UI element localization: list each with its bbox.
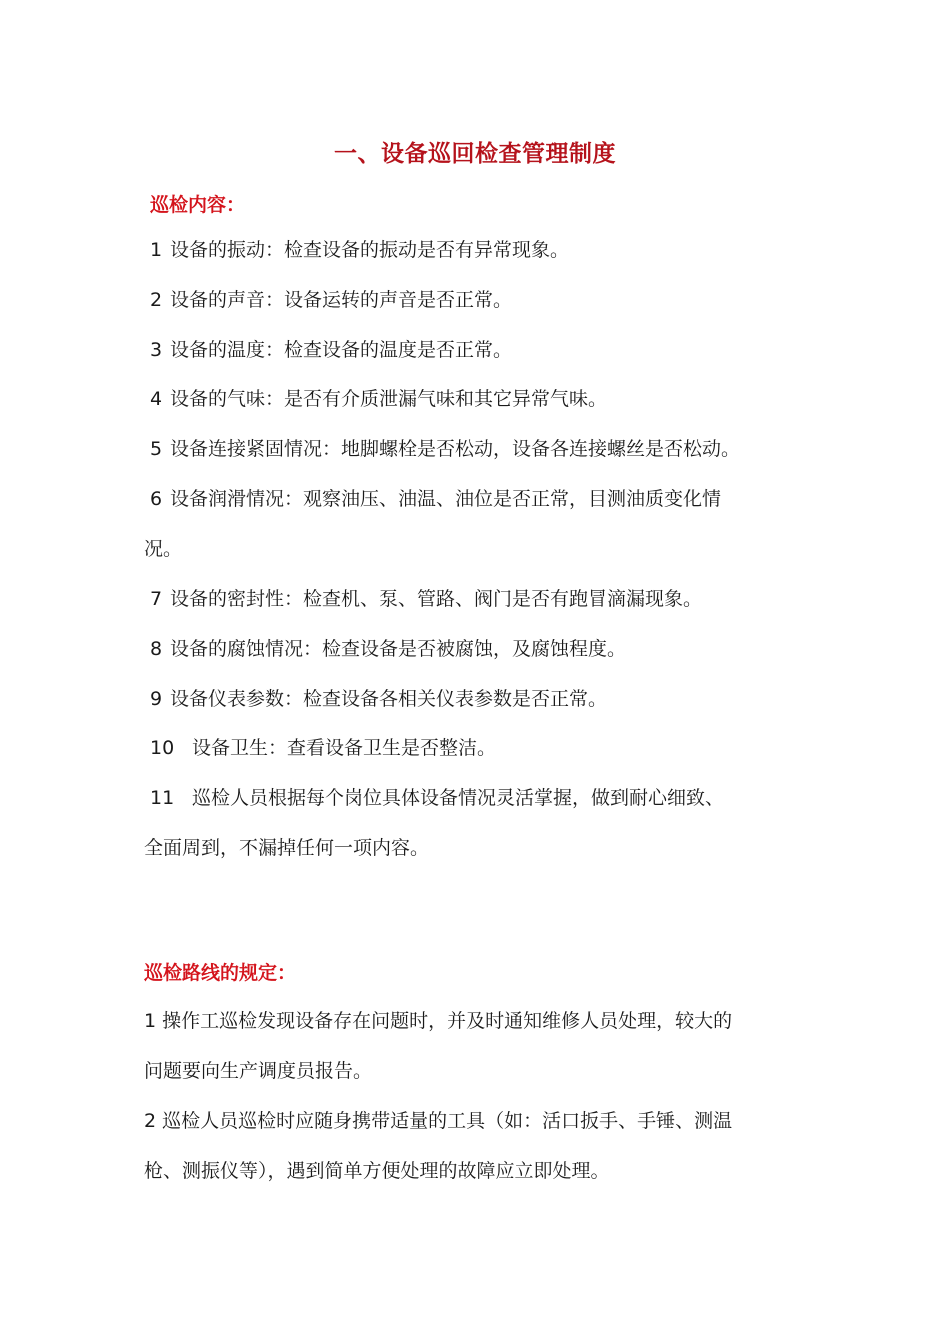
item-text: 设备的振动：检查设备的振动是否有异常现象。: [170, 239, 570, 261]
item-continuation: 全面周到，不漏掉任何一项内容。: [144, 837, 430, 859]
list-item: [150, 586, 702, 612]
item-number: 3: [150, 339, 163, 361]
paragraph-line: 2 巡检人员巡检时应随身携带适量的工具（如：活口扳手、手锤、测温: [144, 1110, 733, 1132]
item-text: 设备的温度：检查设备的温度是否正常。: [170, 339, 513, 361]
item-number: 2: [150, 289, 163, 311]
section-heading-inspection-content: 巡检内容：: [150, 194, 246, 216]
list-item: [150, 686, 607, 712]
list-item: [150, 486, 721, 512]
list-item: [150, 237, 569, 263]
item-number: 1: [150, 239, 163, 261]
item-number: 9: [150, 688, 163, 710]
list-item: [150, 337, 512, 363]
paragraph-line: 枪、测振仪等），遇到简单方便处理的故障应立即处理。: [144, 1160, 610, 1182]
item-number: 5: [150, 438, 163, 460]
item-text: 设备的密封性：检查机、泵、管路、阀门是否有跑冒滴漏现象。: [170, 588, 703, 610]
item-text: 设备卫生：查看设备卫生是否整洁。: [192, 737, 497, 759]
item-text: 巡检人员根据每个岗位具体设备情况灵活掌握，做到耐心细致、: [192, 787, 725, 809]
item-number: 6: [150, 488, 163, 510]
list-item: [150, 735, 496, 761]
paragraph-line: 问题要向生产调度员报告。: [144, 1060, 373, 1082]
item-number: 8: [150, 638, 163, 660]
item-text: 设备仪表参数：检查设备各相关仪表参数是否正常。: [170, 688, 608, 710]
item-number: 11: [150, 787, 175, 809]
item-text: 设备的气味：是否有介质泄漏气味和其它异常气味。: [170, 388, 608, 410]
list-item: [150, 436, 740, 462]
item-number: 7: [150, 588, 163, 610]
item-number: 4: [150, 388, 163, 410]
item-continuation: 况。: [144, 538, 183, 560]
item-text: 设备连接紧固情况：地脚螺栓是否松动，设备各连接螺丝是否松动。: [170, 438, 741, 460]
item-number: 10: [150, 737, 175, 759]
list-item: [150, 636, 626, 662]
list-item: [150, 287, 512, 313]
item-text: 设备润滑情况：观察油压、油温、油位是否正常，目测油质变化情: [170, 488, 722, 510]
item-text: 设备的腐蚀情况：检查设备是否被腐蚀，及腐蚀程度。: [170, 638, 627, 660]
item-text: 设备的声音：设备运转的声音是否正常。: [170, 289, 513, 311]
document-title: 一、设备巡回检查管理制度: [334, 141, 616, 167]
section-heading-inspection-route: 巡检路线的规定：: [144, 962, 297, 984]
paragraph-line: 1 操作工巡检发现设备存在问题时，并及时通知维修人员处理，较大的: [144, 1010, 733, 1032]
list-item: [150, 386, 607, 412]
list-item: [150, 785, 724, 811]
